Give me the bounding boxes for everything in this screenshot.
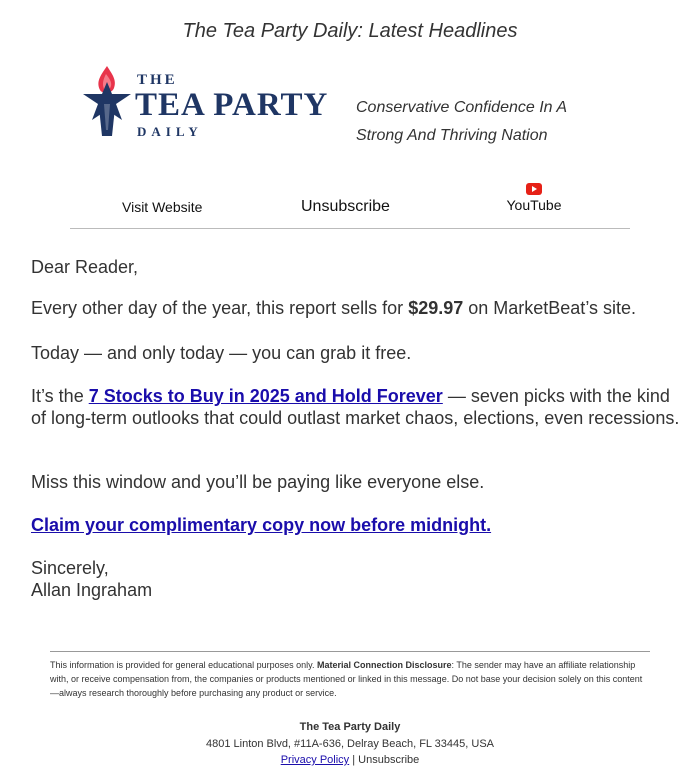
signature-name: Allan Ingraham (31, 580, 153, 600)
footer-unsubscribe-link[interactable]: Unsubscribe (358, 754, 420, 766)
footer-company-name: The Tea Party Daily (299, 721, 401, 733)
cta-paragraph (31, 514, 681, 536)
torch-star-icon (82, 64, 132, 140)
disclaimer-heading: Material Connection Disclosure (316, 660, 452, 670)
report-paragraph (31, 385, 681, 429)
report-text-before: It’s the (31, 386, 89, 406)
footer-address: 4801 Linton Blvd, #11A-636, Delray Beach, FL 33445, USA (205, 738, 494, 750)
price-value: $29.97 (408, 298, 464, 318)
nav-unsubscribe-link[interactable]: Unsubscribe (301, 198, 390, 215)
logo-text-daily: DAILY (137, 124, 203, 139)
claim-copy-link[interactable]: Claim your complimentary copy now before midnight. (31, 515, 492, 535)
tagline (356, 94, 616, 150)
footer-divider (50, 651, 650, 652)
sign-off: Sincerely, (31, 558, 109, 578)
youtube-icon (526, 183, 542, 195)
header-nav (70, 180, 630, 229)
warning-paragraph: Miss this window and you’ll be paying like everyone else. (31, 472, 485, 492)
report-text-after: — seven picks with the kind of long-term outlooks that could outlast market chaos, elections, even recessions. (31, 386, 680, 428)
disclaimer-body: : The sender may have an affiliate relationship with, or receive compensation from, the companies or products mentioned or linked in this message. Do not base your decision solely on this content—always research thoroughly before purchasing any product or service. (50, 660, 643, 698)
logo-text-tea-party: TEA PARTY (135, 87, 329, 123)
disclaimer-intro: This information is provided for general educational purposes only. (50, 660, 317, 670)
tagline-line-2: Strong And Thriving Nation (356, 127, 548, 144)
youtube-label: YouTube (506, 197, 562, 213)
price-paragraph (31, 297, 681, 319)
logo-text-the: THE (137, 72, 178, 88)
greeting: Dear Reader, (31, 257, 139, 277)
signature-block (31, 557, 681, 601)
today-paragraph: Today — and only today — you can grab it free. (31, 343, 412, 363)
report-title-link[interactable]: 7 Stocks to Buy in 2025 and Hold Forever (88, 386, 443, 406)
privacy-policy-link[interactable]: Privacy Policy (280, 754, 350, 766)
youtube-link[interactable] (502, 183, 566, 213)
footer-link-separator: | (349, 754, 359, 766)
disclaimer (50, 658, 650, 700)
tagline-line-1: Conservative Confidence In A (356, 99, 568, 116)
visit-website-link[interactable]: Visit Website (122, 199, 203, 215)
tea-party-daily-logo[interactable] (82, 64, 332, 140)
price-text-after: on MarketBeat’s site. (463, 298, 636, 318)
newsletter-header-title: The Tea Party Daily: Latest Headlines (182, 20, 518, 42)
price-text-before: Every other day of the year, this report sells for (31, 298, 409, 318)
footer-links (0, 754, 700, 766)
